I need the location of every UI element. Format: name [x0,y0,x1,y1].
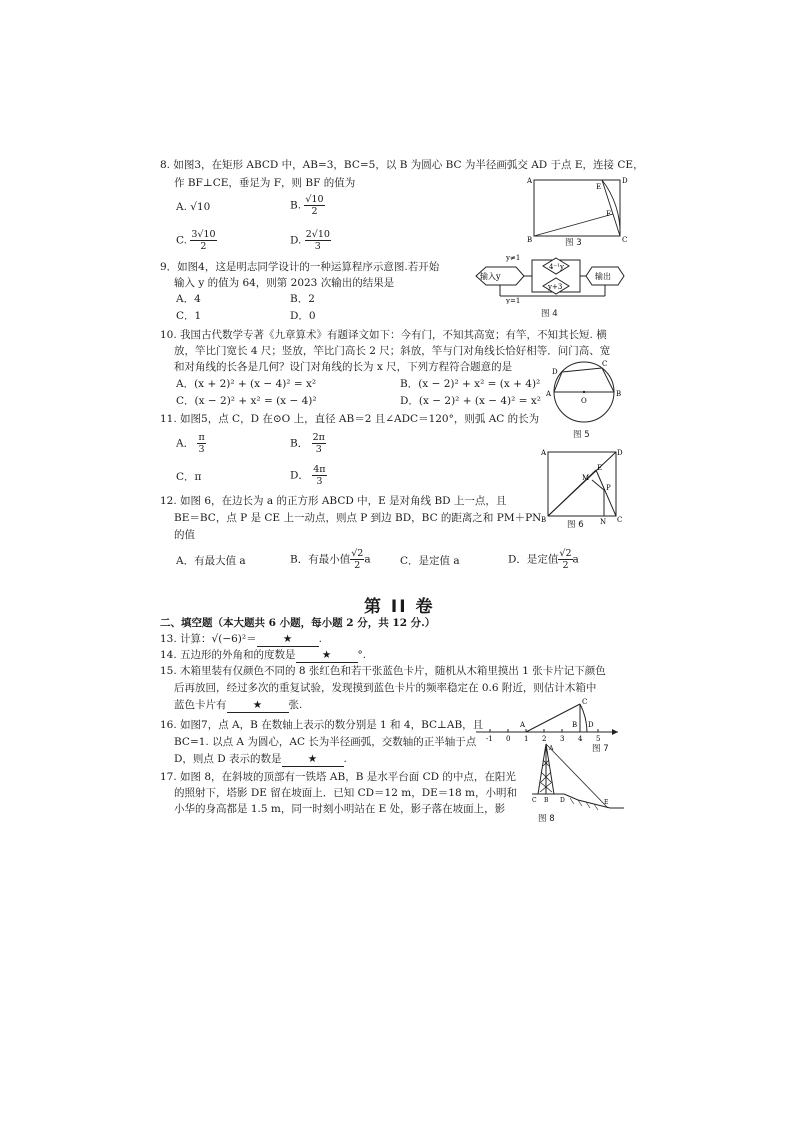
fig7-tick-3: 1 [524,735,529,743]
fig6-label-e: E [597,464,603,472]
figure-7-caption: 图 7 [592,744,609,754]
q9-line1: 9．如图4，这是明志同学设计的一种运算程序示意图.若开始 [160,261,440,273]
fig7-tick-7: 5 [596,735,601,743]
flow-op2-label: y+3 [548,283,563,291]
fig3-label-e: E [596,183,602,191]
fig6-label-m: M [582,474,590,482]
q16-line1: 16. 如图7，点 A，B 在数轴上表示的数分别是 1 和 4，BC⊥AB，且 [160,719,484,731]
figure-3-caption: 图 3 [565,238,582,248]
q16-line3: D，则点 D 表示的数是 ★ . [174,753,347,765]
q13-expression: √(−6)² [211,633,247,645]
q16-answer-blank[interactable]: ★ [282,752,344,767]
figure-6-caption: 图 6 [567,520,584,530]
fig8-label-e: E [604,799,609,806]
q14: 14. 五边形的外角和的度数是 ★ °. [160,649,367,661]
fig7-label-a: A [520,721,526,729]
fig5-label-d: D [552,368,558,376]
flow-cond2-label: y=1 [506,297,521,304]
q9-option-c: C．1 [176,310,202,322]
q11-line1: 11. 如图5，点 C，D 在⊙O 上，直径 AB＝2 且∠ADC＝120°，则弧 AC 的长为 [160,413,540,425]
q9-option-b: B．2 [290,293,315,305]
fig7-label-d: D [588,721,594,729]
fig6-label-c: C [617,516,623,524]
flow-output-label: 输出 [595,272,611,281]
fig7-tick-2: 0 [506,735,511,743]
fig7-tick-6: 4 [578,735,583,743]
fig3-label-a: A [527,177,533,185]
part-2-title: 第 II 卷 [364,597,435,617]
figure-8-tower [530,742,626,814]
q13-answer-blank[interactable]: ★ [257,632,319,647]
q13: 13. 计算：√(−6)²＝ ★ . [160,633,322,645]
fig8-label-d: D [560,797,565,804]
q17-line1: 17. 如图 8，在斜坡的顶部有一铁塔 AB，B 是水平台面 CD 的中点，在阳光 [160,771,516,783]
q11-option-c: C．π [176,471,202,483]
fig6-label-b: B [541,516,547,524]
fig6-label-n: N [600,518,607,524]
q10-line2: 放，竿比门宽长 4 尺；竖放，竿比门高长 2 尺；斜放，竿与门对角线长恰好相等．问门高、宽 [174,345,611,357]
q10-option-a: A．(x + 2)² + (x − 4)² = x² [176,378,317,390]
q10-option-c: C．(x − 2)² + x² = (x − 4)² [176,395,317,407]
fig8-label-b: B [544,797,549,804]
q12-option-b: B．有最小值 $\frac{√2}{2}$ a [290,548,371,571]
q10-option-b: B．(x − 2)² + x² = (x + 4)² [400,378,541,390]
figure-4-caption: 图 4 [541,309,558,319]
q10-line1: 10. 我国古代数学专著《九章算术》有题译文如下：今有门，不知其高宽；有竿，不知其长短. 横 [160,329,607,341]
q15-line2: 后再放回，经过多次的重复试验，发现摸到蓝色卡片的频率稳定在 0.6 附近，则估计木箱中 [174,682,597,694]
q11-option-d: D． $\frac{4\pi}{3}$ [290,464,326,487]
q12-option-c: C．是定值 a [400,555,460,567]
q8-option-c: C. $\frac{3√10}{2}$ [176,229,216,252]
fig6-label-a: A [541,449,547,457]
q15-line3: 蓝色卡片有 ★ 张. [174,699,303,711]
fig5-label-o: O [581,397,587,405]
fig5-label-a: A [546,390,552,398]
q12-line2: BE＝BC，点 P 是 CE 上一动点，则点 P 到边 BD，BC 的距离之和 PM＋PN [174,512,542,524]
q17-line2: 的照射下，塔影 DE 留在坡面上．已知 CD＝12 m，DE＝18 m，小明和 [174,787,517,799]
figure-5 [544,356,624,428]
q8-line1: 8. 如图3，在矩形 ABCD 中，AB=3，BC=5，以 B 为圆心 BC 为半径画弧交 AD 于点 E，连接 CE， [160,159,644,171]
q14-answer-blank[interactable]: ★ [296,648,358,663]
fig7-tick-4: 2 [542,735,547,743]
fig3-label-b: B [527,236,533,244]
q12-line1: 12. 如图 6，在边长为 a 的正方形 ABCD 中，E 是对角线 BD 上一点，且 [160,495,507,507]
fig8-label-c: C [532,797,537,804]
fig8-label-a: A [549,745,554,752]
figure-6 [540,446,624,524]
flow-op1-label: 4⁻¹y [549,263,564,271]
fig3-label-d: D [622,177,628,185]
q8-option-d: D. $\frac{2√10}{3}$ [290,229,330,252]
q8-line2: 作 BF⊥CE，垂足为 F，则 BF 的值为 [174,177,356,189]
q17-line3: 小华的身高都是 1.5 m，同一时刻小明站在 E 处，影子落在坡面上，影 [174,803,506,815]
figure-8-caption: 图 8 [538,814,555,824]
q8-option-a: A. √10 [176,201,211,213]
fig3-label-f: F [606,210,611,218]
q11-option-a: A． $\frac{\pi}{3}$ [176,432,205,455]
q12-option-a: A．有最大值 a [176,555,246,567]
q11-option-b: B． $\frac{2\pi}{3}$ [290,432,325,455]
fig3-label-c: C [622,236,628,244]
q9-line2: 输入 y 的值为 64，则第 2023 次输出的结果是 [174,277,395,289]
figure-4-flowchart [468,252,628,304]
fig7-label-b: B [572,721,578,729]
fig5-label-b: B [616,390,622,398]
fig7-label-c: C [582,698,588,706]
q9-option-d: D．0 [290,310,316,322]
q15-line1: 15. 木箱里装有仅颜色不同的 8 张红色和若干张蓝色卡片，随机从木箱里摸出 1 张卡片记下颜色 [160,665,606,677]
figure-5-caption: 图 5 [573,430,590,440]
fig5-label-c: C [602,360,608,368]
q10-line3: 和对角线的长各是几何？设门对角线的长为 x 尺，下列方程符合题意的是 [174,361,513,373]
fig7-tick-1: -1 [486,735,493,743]
flow-cond1-label: y≠1 [506,254,521,262]
flow-input-label: 输入y [480,272,501,281]
fig6-label-d: D [617,449,623,457]
fig7-tick-5: 3 [560,735,565,743]
figure-7-number-line [472,696,622,744]
q12-line3: 的值 [174,529,195,541]
q12-option-d: D．是定值 $\frac{√2}{2}$ a [508,548,579,571]
fig6-label-p: P [606,484,611,492]
q10-option-d: D．(x − 2)² + (x − 4)² = x² [400,395,541,407]
q8-option-b: B. $\frac{√10}{2}$ [290,194,324,217]
q16-line2: BC=1. 以点 A 为圆心，AC 长为半径画弧，交数轴的正半轴于点 [174,736,477,748]
q15-answer-blank[interactable]: ★ [227,698,289,713]
fill-in-section-heading: 二、填空题（本大题共 6 小题，每小题 2 分，共 12 分.） [160,617,436,629]
q9-option-a: A．4 [176,293,201,305]
